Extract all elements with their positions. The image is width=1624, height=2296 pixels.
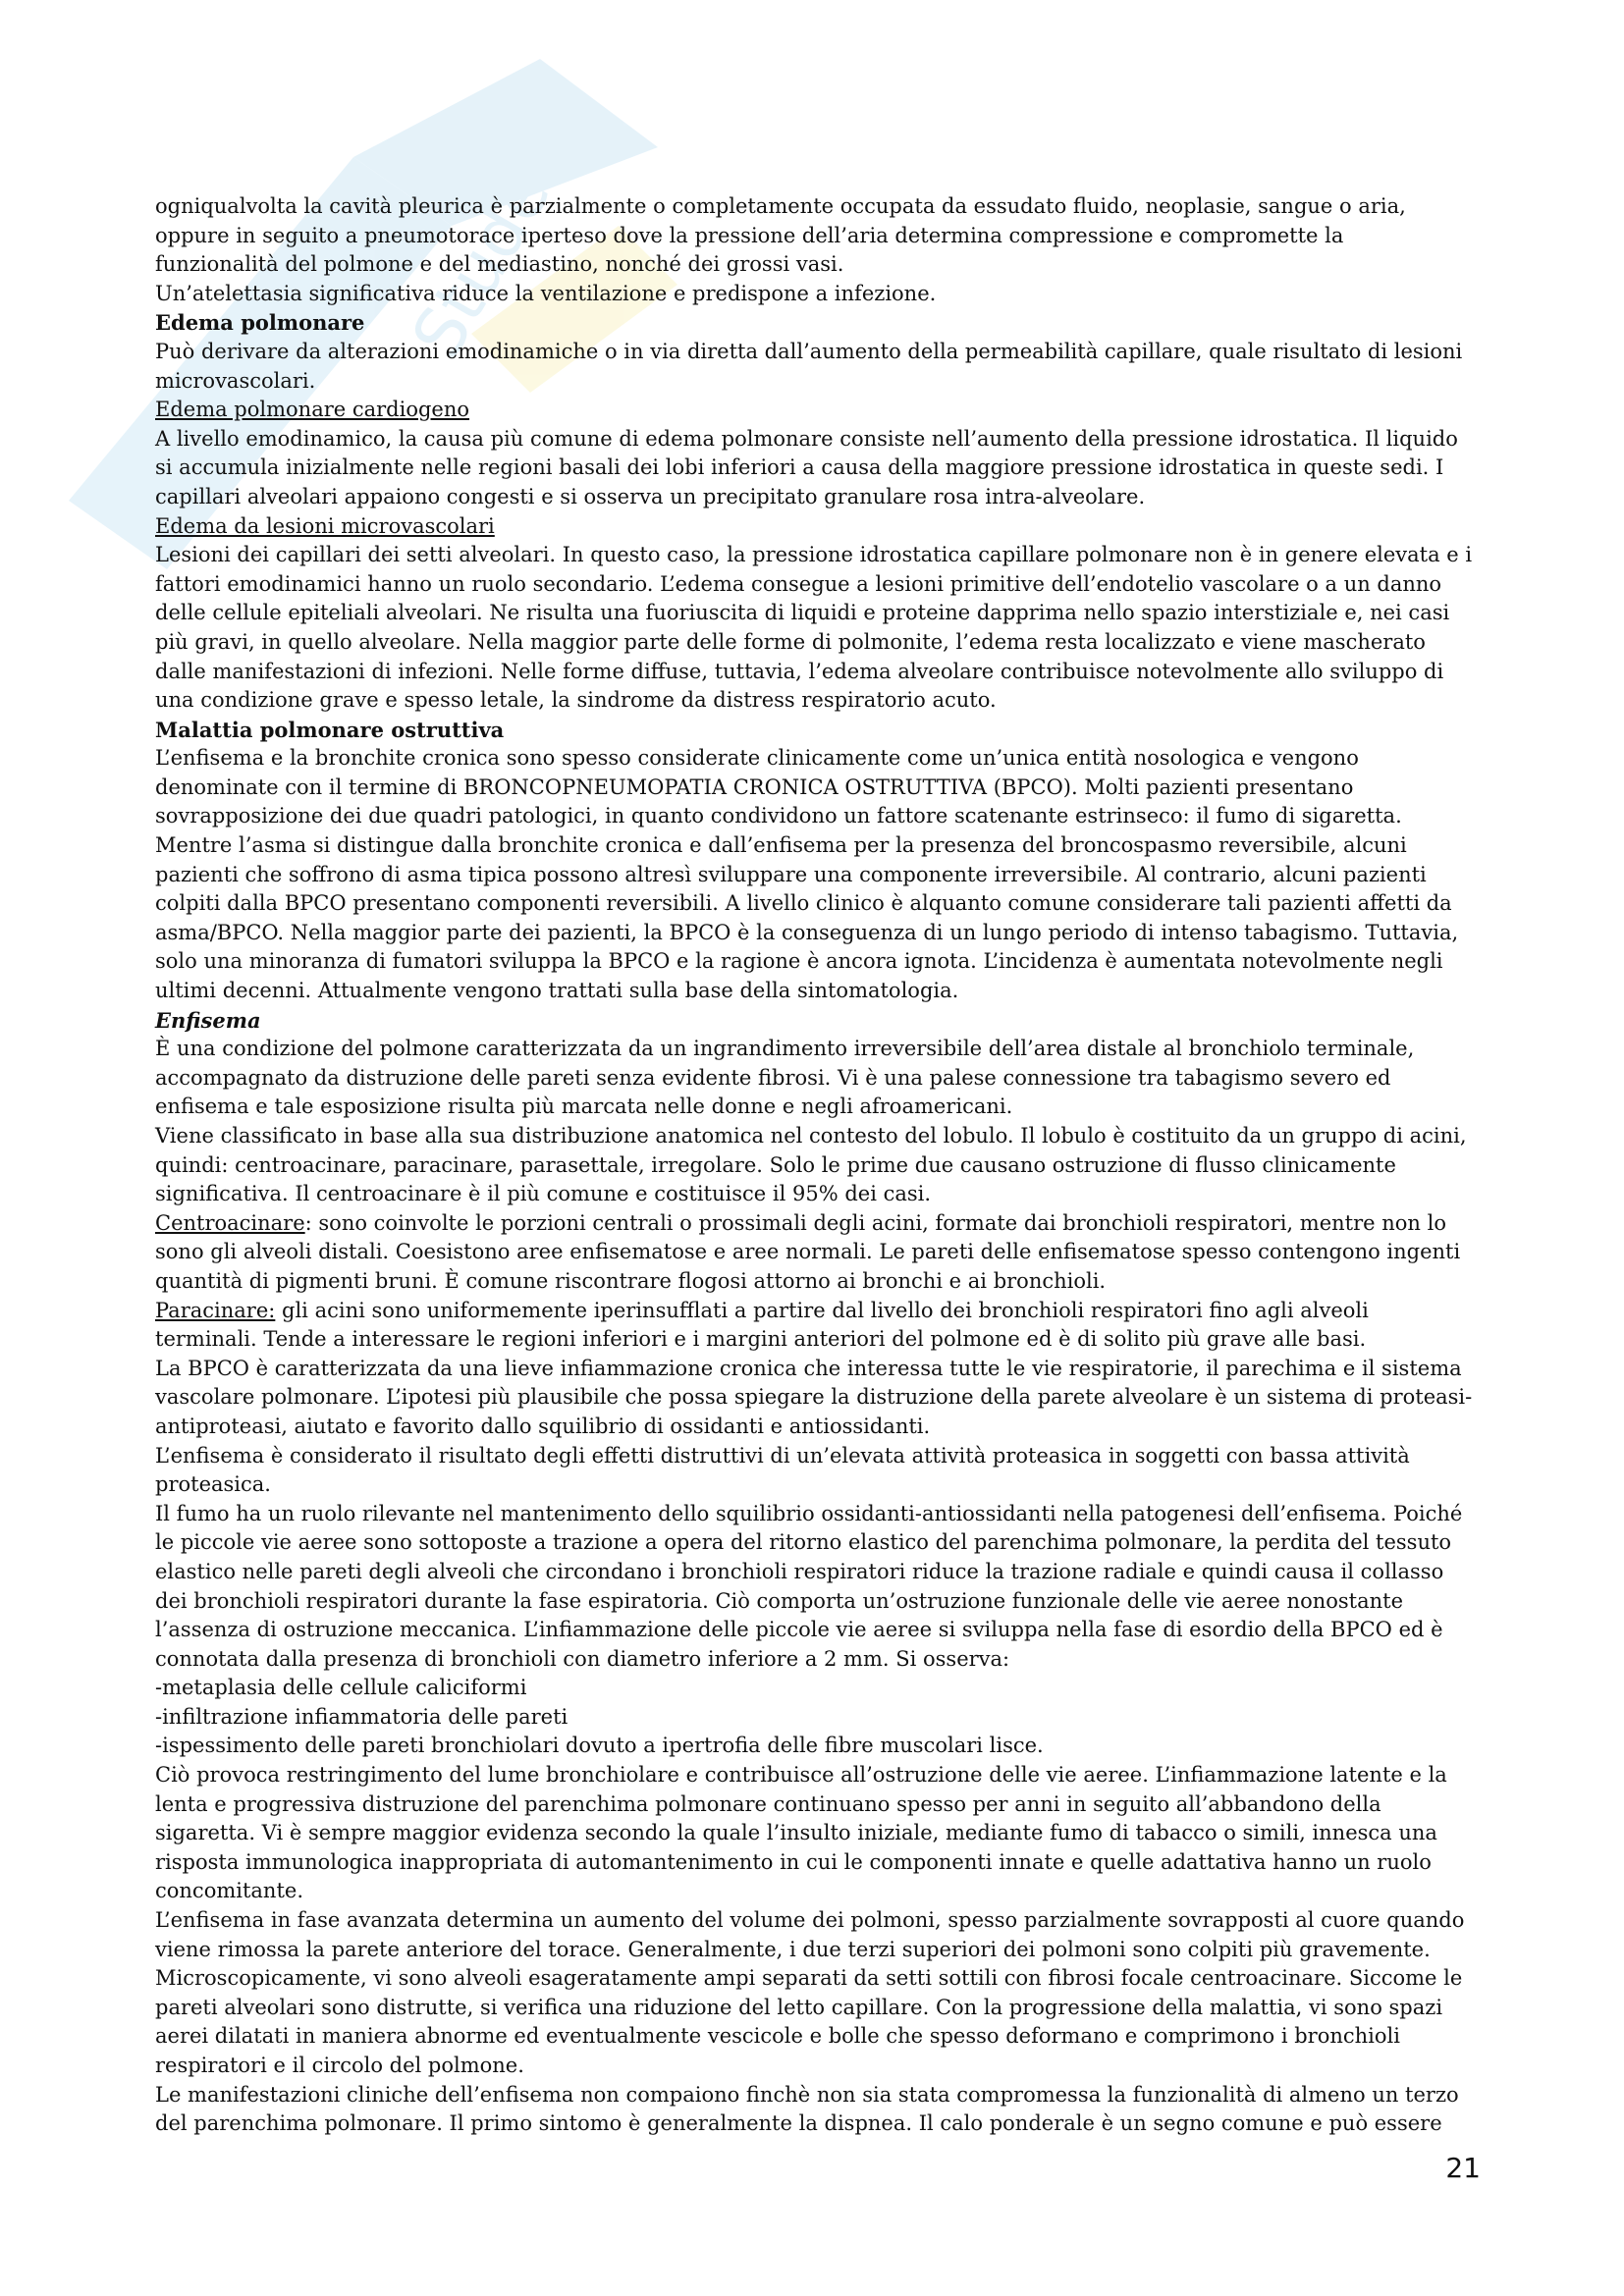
paragraph: -infiltrazione infiammatoria delle pareti [155, 1704, 568, 1729]
page-number: 21 [1445, 2152, 1481, 2184]
paragraph [155, 1209, 1473, 1297]
paragraph: L’enfisema e la bronchite cronica sono spesso considerate clinicamente come un’unica entità nosologica e vengono denominate con il termine di BRONCOPNEUMOPATIA CRONICA OSTRUTTIVA (BPCO). Molti pazienti presentano sovrapposizione dei due quadri patologici, in quanto condividono un fattore scatenante estrinseco: il fumo di sigaretta. Mentre l’asma si distingue dalla bronchite cronica e dall’enfisema per la presenza del broncospasmo reversibile, alcuni pazienti che soffrono di asma tipica possono altresì sviluppare una componente irreversibile. Al contrario, alcuni pazienti colpiti dalla BPCO presentano componenti reversibili. A livello clinico è alquanto comune considerare tali pazienti affetti da asma/BPCO. Nella maggior parte dei pazienti, la BPCO è la conseguenza di un lungo periodo di intenso tabagismo. Tuttavia, solo una minoranza di fumatori sviluppa la BPCO e la ragione è ancora ignota. L’incidenza è aumentata notevolmente negli ultimi decenni. Attualmente vengono trattati sulla base della sintomatologia. [155, 746, 1459, 1003]
paragraph: A livello emodinamico, la causa più comune di edema polmonare consiste nell’aumento della pressione idrostatica. Il liquido si accumula inizialmente nelle regioni basali dei lobi inferiori a causa della maggiore pressione idrostatica in queste sedi. I capillari alveolari appaiono congesti e si osserva un precipitato granulare rosa intra-alveolare. [155, 426, 1458, 508]
paragraph: Le manifestazioni cliniche dell’enfisema non compaiono finchè non sia stata compromessa la funzionalità di almeno un terzo del parenchima polmonare. Il primo sintomo è generalmente la dispnea. Il calo ponderale è un segno comune e può essere [155, 2082, 1459, 2136]
paragraph: ogniqualvolta la cavità pleurica è parzialmente o completamente occupata da essudato fluido, neoplasie, sangue o aria, oppure in seguito a pneumotorace iperteso dove la pressione dell’aria determina compressione e compromette la funzionalità del polmone e del mediastino, nonché dei grossi vasi. [155, 194, 1406, 277]
document-body [155, 192, 1473, 2139]
paragraph: Il fumo ha un ruolo rilevante nel mantenimento dello squilibrio ossidanti-antiossidanti nella patogenesi dell’enfisema. Poiché le piccole vie aeree sono sottoposte a trazione a opera del ritorno elastico del parenchima polmonare, la perdita del tessuto elastico nelle pareti degli alveoli che circondano i bronchioli respiratori riduce la trazione radiale e quindi causa il collasso dei bronchioli respiratori durante la fase espiratoria. Ciò comporta un’ostruzione funzionale delle vie aeree nonostante l’assenza di ostruzione meccanica. L’infiammazione delle piccole vie aeree si sviluppa nella fase di esordio della BPCO ed è connotata dalla presenza di bronchioli con diametro inferiore a 2 mm. Si osserva: [155, 1501, 1463, 1671]
paragraph: Ciò provoca restringimento del lume bronchiolare e contribuisce all’ostruzione delle vie aeree. L’infiammazione latente e la lenta e progressiva distruzione del parenchima polmonare continuano spesso per anni in seguito all’abbandono della sigaretta. Vi è sempre maggior evidenza secondo la quale l’insulto iniziale, mediante fumo di tabacco o simili, innesca una risposta immunologica inappropriata di automantenimento in cui le componenti innate e quelle adattativa hanno un ruolo concomitante. [155, 1763, 1447, 1903]
paragraph-text: : sono coinvolte le porzioni centrali o prossimali degli acini, formate dai bronchioli respiratori, mentre non lo sono gli alveoli distali. Coesistono aree enfisematose e aree normali. Le pareti delle enfisematose spesso contengono ingenti quantità di pigmenti bruni. È comune riscontrare flogosi attorno ai bronchi e ai bronchioli. [155, 1210, 1461, 1293]
paragraph: Può derivare da alterazioni emodinamiche o in via diretta dall’aumento della permeabilità capillare, quale risultato di lesioni microvascolari. [155, 339, 1463, 393]
paragraph: Lesioni dei capillari dei setti alveolari. In questo caso, la pressione idrostatica capillare polmonare non è in genere elevata e i fattori emodinamici hanno un ruolo secondario. L’edema consegue a lesioni primitive dell’endotelio vascolare o a un danno delle cellule epiteliali alveolari. Ne risulta una fuoriuscita di liquidi e proteine dapprima nello spazio interstiziale e, nei casi più gravi, in quello alveolare. Nella maggior parte delle forme di polmonite, l’edema resta localizzato e viene mascherato dalle manifestazioni di infezioni. Nelle forme diffuse, tuttavia, l’edema alveolare contribuisce notevolmente allo sviluppo di una condizione grave e spesso letale, la sindrome da distress respiratorio acuto. [155, 543, 1473, 713]
paragraph: -metaplasia delle cellule caliciformi [155, 1676, 527, 1700]
section-heading: Edema polmonare [155, 310, 365, 336]
paragraph-lead-term: Centroacinare [155, 1210, 305, 1235]
section-heading: Malattia polmonare ostruttiva [155, 717, 505, 742]
paragraph-text: gli acini sono uniformemente iperinsufflati a partire dal livello dei bronchioli respiratori fino agli alveoli terminali. Tende a interessare le regioni inferiori e i margini anteriori del polmone ed è di solito più grave alle basi. [155, 1298, 1369, 1352]
paragraph: Un’atelettasia significativa riduce la ventilazione e predispone a infezione. [155, 281, 937, 305]
paragraph: L’enfisema è considerato il risultato degli effetti distruttivi di un’elevata attività proteasica in soggetti con bassa attività proteasica. [155, 1443, 1410, 1497]
paragraph [155, 1297, 1473, 1355]
subsection-heading: Enfisema [155, 1007, 261, 1033]
paragraph: La BPCO è caratterizzata da una lieve infiammazione cronica che interessa tutte le vie respiratorie, il parechima e il sistema vascolare polmonare. L’ipotesi più plausibile che possa spiegare la distruzione della parete alveolare è un sistema di proteasi-antiproteasi, aiutato e favorito dallo squilibrio di ossidanti e antiossidanti. [155, 1356, 1473, 1438]
paragraph-lead-term: Paracinare: [155, 1298, 276, 1322]
watermark-text: Student [396, 96, 602, 372]
paragraph: È una condizione del polmone caratterizzata da un ingrandimento irreversibile dell’area distale al bronchiolo terminale, accompagnato da distruzione delle pareti senza evidente fibrosi. Vi è una palese connessione tra tabagismo severo ed enfisema e tale esposizione risulta più marcata nelle donne e negli afroamericani. [155, 1037, 1415, 1119]
subsection-heading: Edema da lesioni microvascolari [155, 513, 495, 538]
subsection-heading: Edema polmonare cardiogeno [155, 398, 470, 422]
paragraph: -ispessimento delle pareti bronchiolari dovuto a ipertrofia delle fibre muscolari lisce. [155, 1734, 1044, 1758]
paragraph: L’enfisema in fase avanzata determina un aumento del volume dei polmoni, spesso parzialmente sovrapposti al cuore quando viene rimossa la parete anteriore del torace. Generalmente, i due terzi superiori dei polmoni sono colpiti più gravemente. Microscopicamente, vi sono alveoli esageratamente ampi separati da setti sottili con fibrosi focale centroacinare. Siccome le pareti alveolari sono distrutte, si verifica una riduzione del letto capillare. Con la progressione della malattia, vi sono spazi aerei dilatati in maniera abnorme ed eventualmente vescicole e bolle che spesso deformano e comprimono i bronchioli respiratori e il circolo del polmone. [155, 1908, 1465, 2077]
paragraph: Viene classificato in base alla sua distribuzione anatomica nel contesto del lobulo. Il lobulo è costituito da un gruppo di acini, quindi: centroacinare, paracinare, parasettale, irregolare. Solo le prime due causano ostruzione di flusso clinicamente significativa. Il centroacinare è il più comune e costituisce il 95% dei casi. [155, 1124, 1467, 1206]
